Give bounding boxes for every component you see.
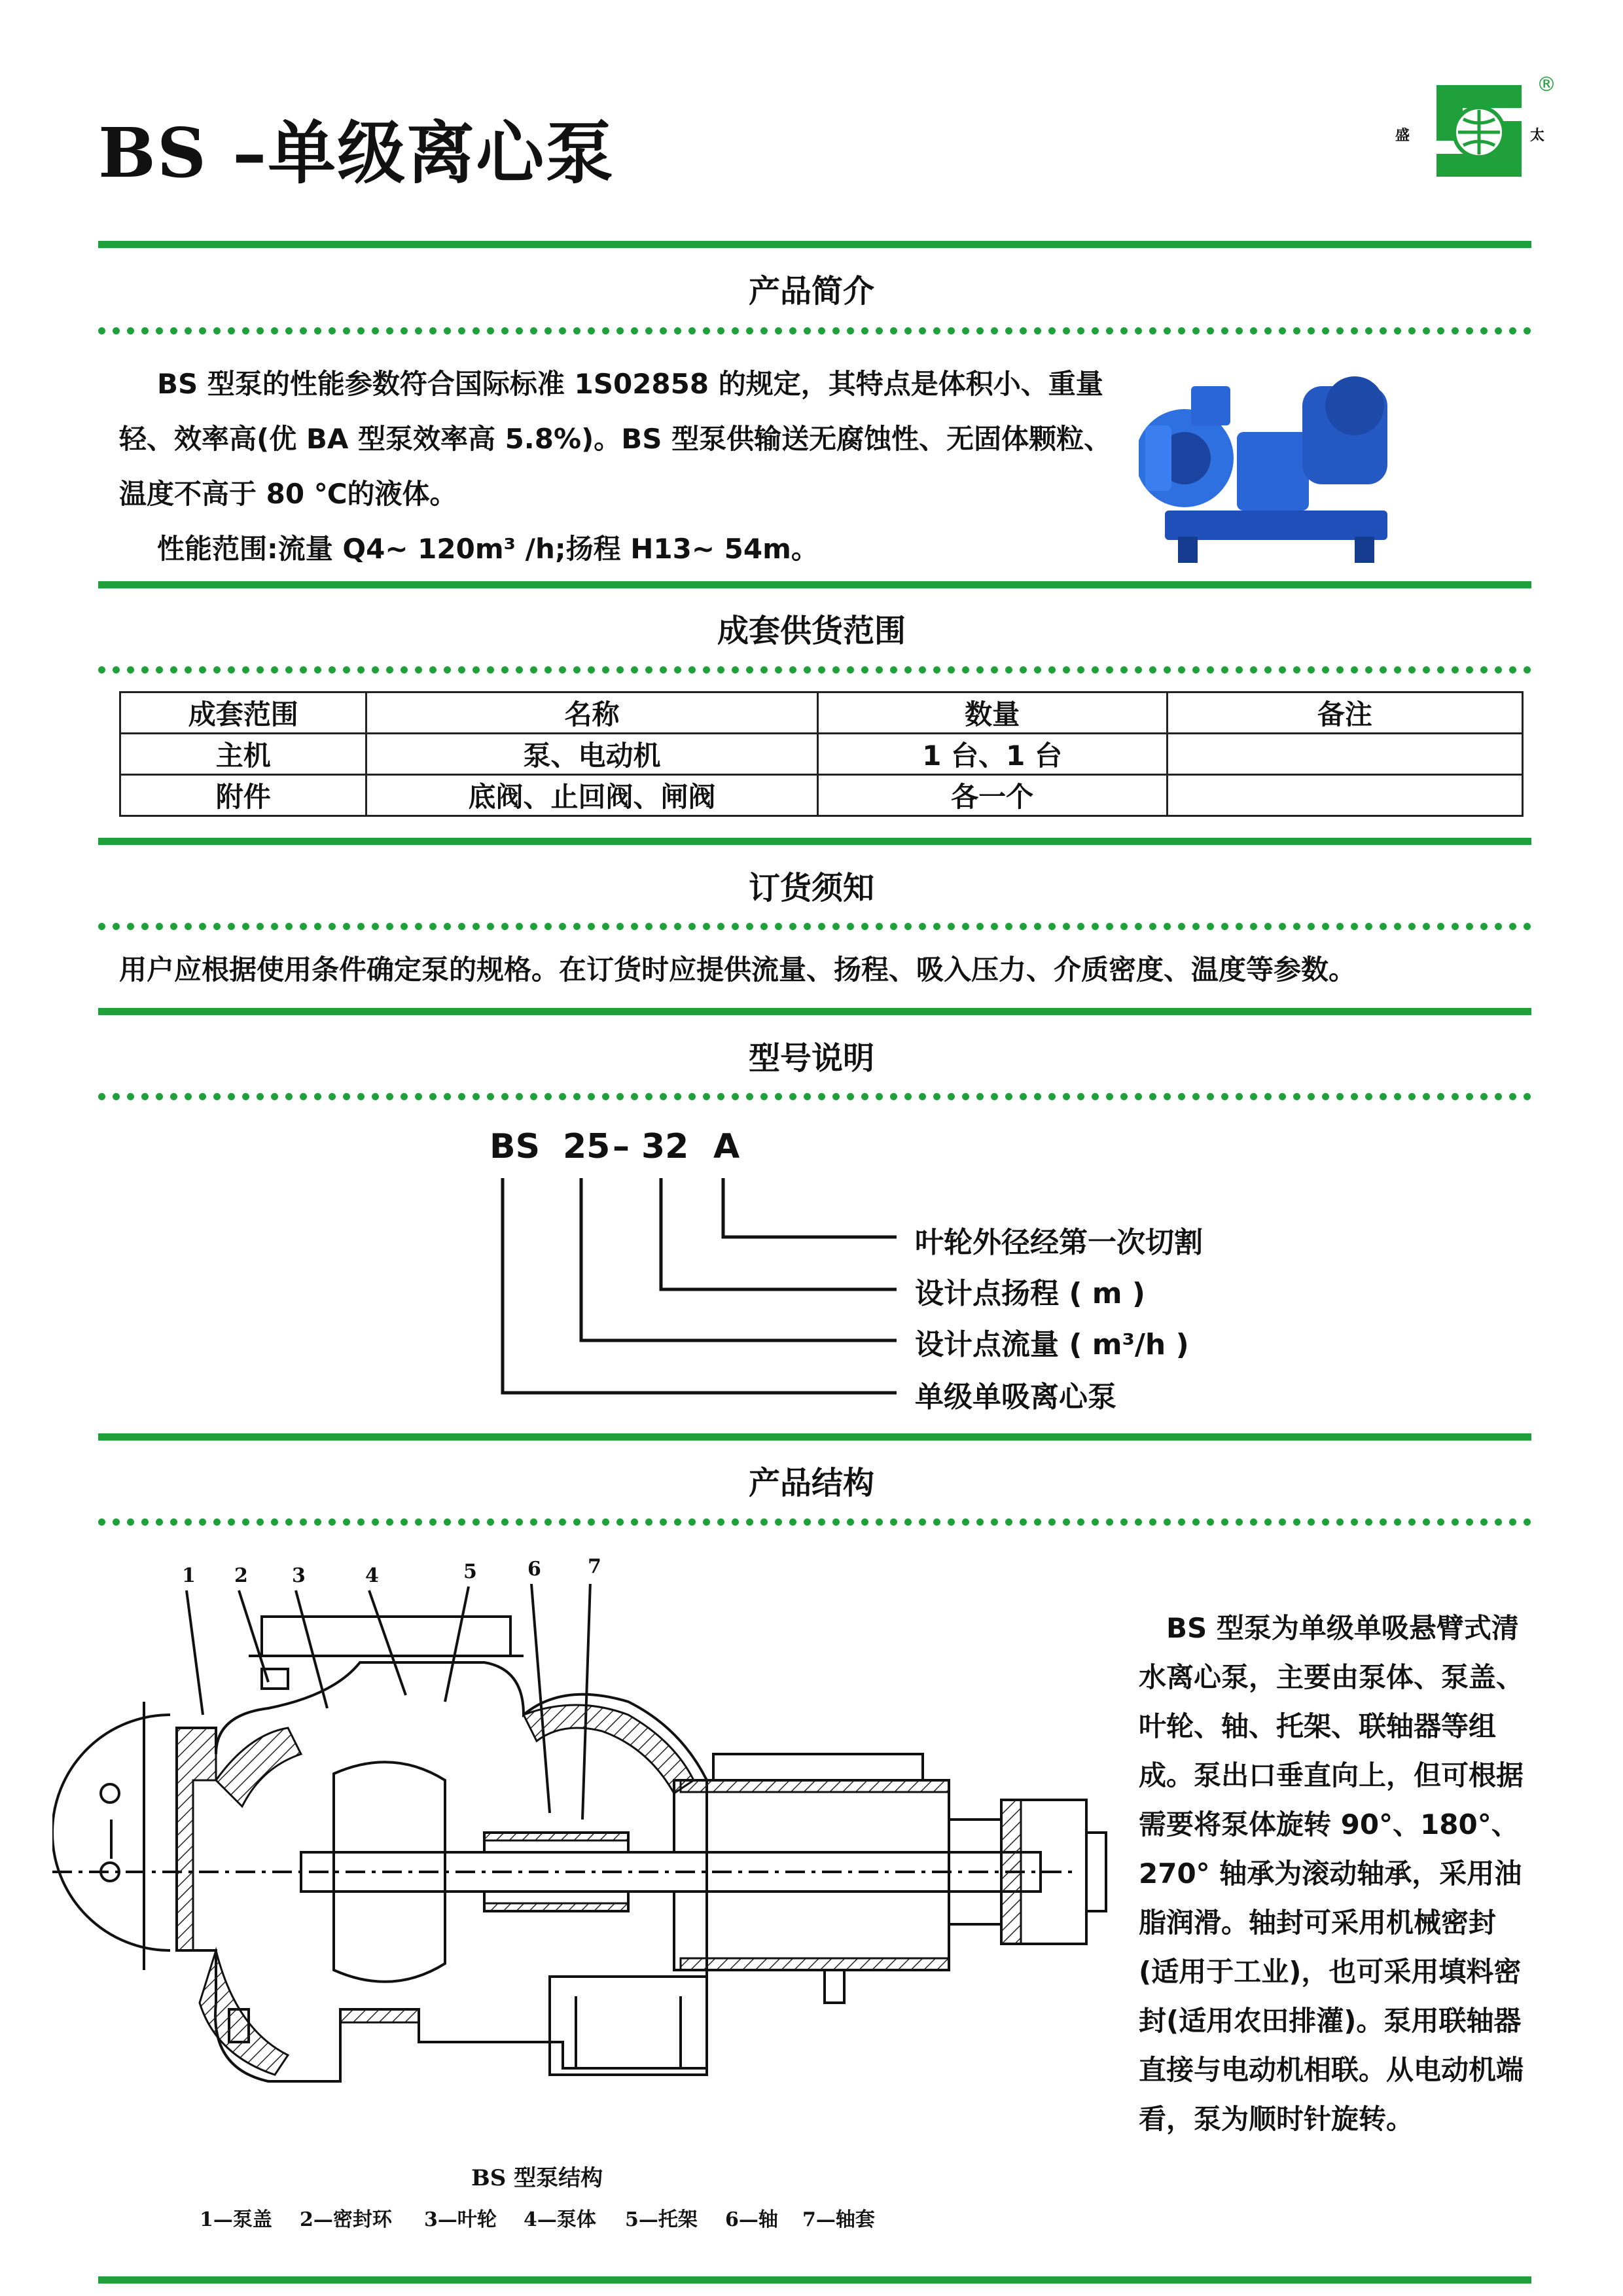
part-legend-item: 5—托架 [625, 2208, 698, 2231]
model-label-flow: 设计点流量 ( m³/h ) [915, 1328, 1189, 1361]
model-series: BS [490, 1127, 541, 1166]
divider-dotted [98, 1518, 1531, 1526]
model-label-type: 单级单吸离心泵 [915, 1380, 1116, 1414]
part-legend-item: 4—泵体 [524, 2208, 596, 2231]
part-number: 3 [292, 1564, 306, 1587]
part-number: 1 [182, 1564, 196, 1587]
table-cell: 底阀、止回阀、闸阀 [366, 775, 817, 816]
table-header-cell: 备注 [1167, 692, 1522, 734]
part-legend-item: 1—泵盖 [200, 2208, 272, 2231]
part-legend-item: 6—轴 [725, 2208, 778, 2231]
model-label-head: 设计点扬程 ( m ) [915, 1277, 1146, 1310]
table-header-cell: 数量 [817, 692, 1167, 734]
ordering-text: 用户应根据使用条件确定泵的规格。在订货时应提供流量、扬程、吸入压力、介质密度、温度等参数。 [119, 954, 1357, 986]
table-cell: 主机 [120, 734, 366, 775]
divider-solid [98, 1433, 1531, 1441]
part-number: 5 [463, 1560, 477, 1583]
divider-solid [98, 2276, 1531, 2284]
section-title-ordering: 订货须知 [748, 870, 874, 906]
part-number: 4 [365, 1564, 379, 1587]
section-title-structure: 产品结构 [748, 1465, 874, 1501]
section-title-intro: 产品简介 [748, 273, 874, 310]
section-title-model: 型号说明 [748, 1040, 874, 1077]
part-number: 7 [588, 1555, 601, 1578]
model-head: 32 [641, 1127, 689, 1166]
pump-cross-section [52, 1584, 1113, 2140]
structure-description: BS 型泵为单级单吸悬臂式清水离心泵，主要由泵体、泵盖、叶轮、轴、托架、联轴器等组成。泵出口垂直向上，但可根据需要将泵体旋转 90°、180°、270° 轴承为滚动轴承，采用油脂润滑。轴封可采用机械密封(适用于工业)，也可采用填料密封(适用农田排灌)。泵用联轴器直接与电动机相联。从电动机端看，泵为顺时针旋转。 [1139, 1612, 1524, 2135]
diagram-caption-title: BS 型泵结构 [471, 2165, 603, 2191]
part-number: 2 [234, 1564, 248, 1587]
model-cut: A [713, 1127, 740, 1166]
part-legend-item: 2—密封环 [300, 2208, 392, 2231]
model-flow: 25 [563, 1127, 611, 1166]
logo-char-right: 太 [1530, 127, 1545, 144]
part-legend-item: 7—轴套 [802, 2208, 875, 2231]
registered-mark: ® [1537, 73, 1556, 96]
table-cell: 附件 [120, 775, 366, 816]
model-dash: – [613, 1127, 630, 1166]
table-cell: 泵、电动机 [366, 734, 817, 775]
table-header-cell: 名称 [366, 692, 817, 734]
intro-line-4: 性能范围:流量 Q4~ 120m³ /h;扬程 H13~ 54m。 [157, 533, 819, 565]
part-legend-item: 3—叶轮 [424, 2208, 497, 2231]
section-title-supply: 成套供货范围 [717, 613, 906, 649]
table-header-cell: 成套范围 [120, 692, 366, 734]
page-title: BS –单级离心泵 [98, 113, 615, 193]
intro-line-1: BS 型泵的性能参数符合国际标准 1S02858 的规定，其特点是体积小、重量 [157, 368, 1103, 400]
part-number: 6 [527, 1558, 541, 1581]
table-cell: 1 台、1 台 [817, 734, 1167, 775]
logo-char-left: 盛 [1395, 127, 1410, 144]
table-cell: 各一个 [817, 775, 1167, 816]
model-label-cut: 叶轮外径经第一次切割 [915, 1226, 1203, 1259]
intro-line-3: 温度不高于 80 ℃的液体。 [119, 478, 457, 510]
intro-line-2: 轻、效率高(优 BA 型泵效率高 5.8%)。BS 型泵供输送无腐蚀性、无固体颗粒、 [119, 423, 1112, 455]
